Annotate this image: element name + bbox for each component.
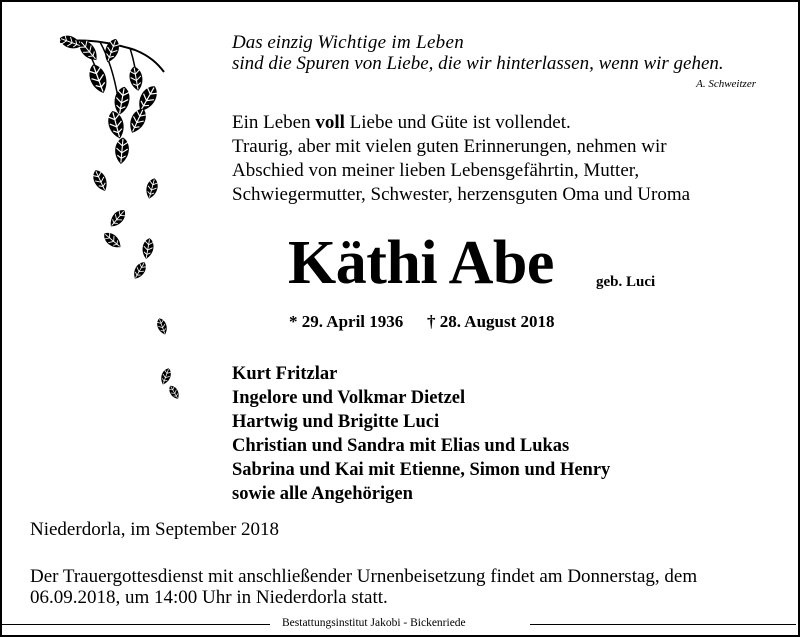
mourners-list (232, 362, 610, 506)
service-line-1: Der Trauergottesdienst mit anschließender Urnenbeisetzung findet am Donnerstag, dem (30, 566, 698, 587)
intro-line-4: Schwiegermutter, Schwester, herzensguten Oma und Uroma (232, 184, 691, 205)
footer-rule-right (530, 624, 796, 625)
quote-text: Wichtige im Leben (317, 32, 465, 53)
mourner-entry: Hartwig und Brigitte Luci (232, 412, 440, 432)
mourner-entry: Kurt Fritzlar (232, 364, 338, 384)
intro-line-3: Abschied von meiner lieben Lebensgefährtin, Mutter, (232, 160, 640, 181)
funeral-home: Bestattungsinstitut Jakobi - Bickenriede (282, 617, 466, 629)
falling-leaves-illustration (40, 20, 180, 420)
quote-text: Das einzig (232, 32, 318, 53)
quote-line-2: sind die Spuren von Liebe, die wir hinterlassen, wenn wir gehen. (232, 53, 724, 74)
mourner-entry: Ingelore und Volkmar Dietzel (232, 388, 466, 408)
birth-date: * 29. April 1936 (289, 312, 404, 331)
mourner-entry: Sabrina und Kai mit Etienne, Simon und Henry (232, 460, 611, 480)
deceased-name: Käthi Abe (288, 229, 554, 297)
mourner-entry: sowie alle Angehörigen (232, 484, 413, 504)
quote-author: A. Schweitzer (696, 78, 756, 90)
service-line-2: 06.09.2018, um 14:00 Uhr in Niederdorla statt. (30, 587, 388, 608)
intro-line-2: Traurig, aber mit vielen guten Erinnerungen, nehmen wir (232, 136, 667, 157)
mourner-entry: Christian und Sandra mit Elias und Lukas (232, 436, 570, 456)
intro-text-bold: voll (315, 112, 345, 133)
intro-text: Liebe und Güte ist vollendet. (344, 112, 571, 133)
intro-line-1 (232, 111, 571, 135)
leaf-icon (58, 33, 180, 401)
death-date: † 28. August 2018 (427, 312, 555, 331)
maiden-name: geb. Luci (596, 274, 656, 290)
place-date: Niederdorla, im September 2018 (30, 519, 280, 540)
intro-text: Ein Leben (232, 112, 316, 133)
footer-rule-left (2, 624, 270, 625)
